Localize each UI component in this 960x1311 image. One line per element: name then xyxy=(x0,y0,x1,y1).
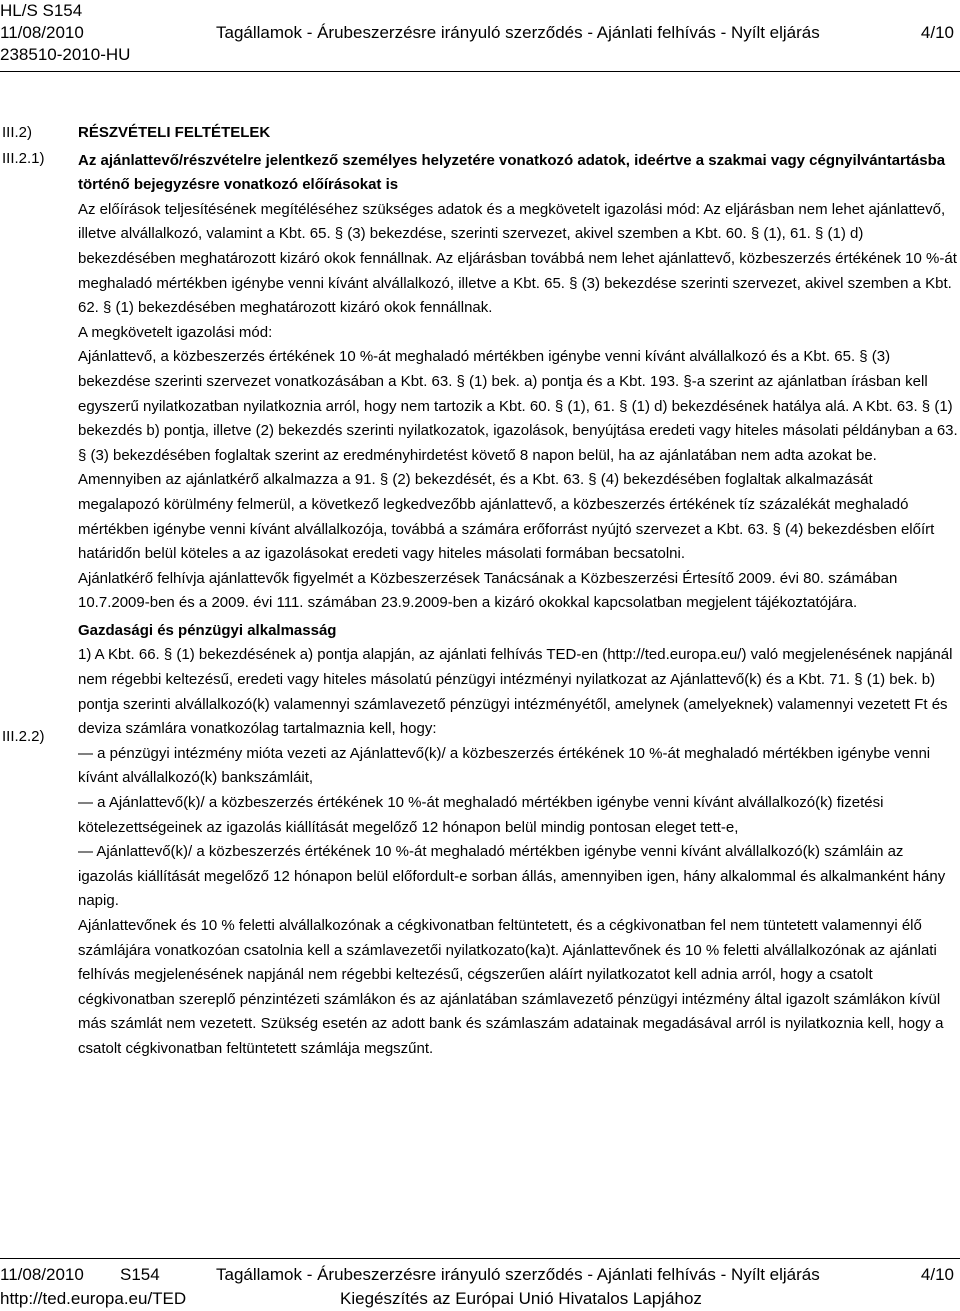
main-content xyxy=(78,121,958,1062)
list-item: — Ajánlattevő(k)/ a közbeszerzés értékének 10 %-át meghaladó mértékben igénybe venni kívánt alvállalkozó(k) számláin az igazolás kiállítását megelőző 12 hónapon belül előfordult-e sorban állás, amennyiben igen, hány alkalommal és alkalmanként hány napig. xyxy=(78,843,946,910)
footer-series: S154 xyxy=(120,1265,160,1284)
doc-id: 238510-2010-HU xyxy=(0,45,131,64)
header-date: 11/08/2010 xyxy=(0,23,84,42)
subsection-title: Gazdasági és pénzügyi alkalmasság xyxy=(78,621,337,639)
footer-url: http://ted.europa.eu/TED xyxy=(0,1289,187,1308)
footer-divider xyxy=(0,1258,960,1259)
paragraph: 1) A Kbt. 66. § (1) bekezdésének a) pontja alapján, az ajánlati felhívás TED-en (http://ted.europa.eu/) való megjelenésének napjánál nem régebbi keltezésű, eredeti vagy hiteles másolatú pénzügyi intézményi nyilatkozat az Ajánlattevő(k) és a Kbt. 71. § (1) bek. b) pontja szerinti alvállalkozó(k) valamennyi számlavezető pénzügyi intézményétől, amelynek (amelyeknek) valamennyi vezetett Ft és deviza számlára vonatkozólag tartalmaznia kell, hogy: xyxy=(78,646,953,738)
paragraph: Ajánlattevő, a közbeszerzés értékének 10 %-át meghaladó mértékben igénybe venni kívánt alvállalkozó és a Kbt. 65. § (3) bekezdése szerinti szervezet vonatkozásában a Kbt. 63. § (1) bek. a) pontja és a Kbt. 193. §-a szerint az ajánlatban írásban kell egyszerű nyilatkozatban nyilatkoznia arról, hogy nem tartozik a Kbt. 60. § (1), 61. § (1) d) bekezdésének hatálya alá. A Kbt. 63. § (1) bekezdés b) pontja, illetve (2) bekezdés szerinti nyilatkozatok, igazolások, benyújtása eredeti vagy hiteles másolati példányban a 63. § (3) bekezdésében foglaltak szerint az eredményhirdetést követő 8 napon belül, ha az ajánlatában nem adta azokat be. xyxy=(78,348,958,464)
paragraph: Ajánlatkérő felhívja ajánlattevők figyelmét a Közbeszerzések Tanácsának a Közbeszerzési Értesítő 2009. évi 80. számában 10.7.2009-ben és a 2009. évi 111. számában 23.9.2009-ben a kizáró okokkal kapcsolatban megjelent tájékoztatójára. xyxy=(78,569,898,612)
paragraph: Ajánlattevőnek és 10 % feletti alvállalkozónak a cégkivonatban feltüntetett, és a cégkivonatban fel nem tüntetett valamennyi élő számlájára vonatkozóan csatolnia kell a számlavezetői nyilatkozato(ka)t. Ajánlattevőnek és 10 % feletti alvállalkozónak az ajánlati felhívás megjelenésének napjánál nem régebbi keltezésű, cégszerűen aláírt nyilatkozatot kell adnia arról, hogy a csatolt cégkivonatban szereplő pénzintézeti számlákon és az ajánlatában számlavezető pénzügyi intézmény által igazolt számlákon kívül más számlát nem vezetett. Szükség esetén az adott bank és számlaszám adatainak megadásával arról is nyilatkoznia kell, hogy a csatolt cégkivonatban feltüntetett számlája megszűnt. xyxy=(78,917,944,1057)
footer-date: 11/08/2010 xyxy=(0,1265,84,1284)
list-item: — a pénzügyi intézmény mióta vezeti az Ajánlattevő(k)/ a közbeszerzés értékének 10 %-át meghaladó mértékben igénybe venni kívánt alvállalkozó(k) bankszámláit, xyxy=(78,744,931,787)
subsection-title: Az ajánlattevő/részvételre jelentkező személyes helyzetére vonatkozó adatok, ideértve a szakmai vagy cégnyilvántartásba történő bejegyzésre vonatkozó előírásokat is xyxy=(78,151,946,194)
paragraph: Az előírások teljesítésének megítéléséhez szükséges adatok és a megkövetelt igazolási mód: Az eljárásban nem lehet ajánlattevő, illetve alvállalkozó, valamint a Kbt. 65. § (3) bekezdése, szerinti szervezet, akivel szemben a Kbt. 60. § (1), 61. § (1) d) bekezdésében meghatározott kizáró okok fennállnak. Az eljárásban továbbá nem lehet ajánlattevő, közbeszerzés értékének 10 %-át meghaladó mértékben igénybe venni kívánt alvállalkozó, illetve a Kbt. 65. § (3) bekezdése szerinti szervezet, akivel szemben a Kbt. 62. § (1) bekezdésében meghatározott kizáró okok fennállnak. xyxy=(78,200,957,317)
footer-title: Tagállamok - Árubeszerzésre irányuló szerződés - Ajánlati felhívás - Nyílt eljárás xyxy=(216,1265,820,1284)
section-heading: RÉSZVÉTELI FELTÉTELEK xyxy=(78,124,271,141)
header-title: Tagállamok - Árubeszerzésre irányuló szerződés - Ajánlati felhívás - Nyílt eljárás xyxy=(216,23,820,42)
header-divider xyxy=(0,71,960,72)
header-page-number: 4/10 xyxy=(920,23,954,42)
footer-publisher: Kiegészítés az Európai Unió Hivatalos Lapjához xyxy=(340,1289,702,1308)
page-header xyxy=(0,0,960,66)
section-number: III.2) xyxy=(2,124,33,141)
paragraph: A megkövetelt igazolási mód: xyxy=(78,323,273,341)
paragraph: Amennyiben az ajánlatkérő alkalmazza a 91. § (2) bekezdését, és a Kbt. 63. § (4) bekezdésében foglaltak alkalmazását megalapozó körülmény felmerül, a következő legkedvezőbb ajánlattevő, a közbeszerzés értékének tíz százalékát meghaladó mértékben igénybe venni kívánt alvállalkozója, továbbá a számára erőforrást nyújtó szervezet a Kbt. 63. § (4) bekezdésben előírt határidőn belül köteles a az igazolásokat eredeti vagy hiteles másolati formában becsatolni. xyxy=(78,471,935,563)
section-number: III.2.2) xyxy=(2,728,45,745)
section-number: III.2.1) xyxy=(2,150,45,167)
list-item: — a Ajánlattevő(k)/ a közbeszerzés értékének 10 %-át meghaladó mértékben igénybe venni kívánt alvállalkozó(k) fizetési kötelezettségeinek az igazolás kiállítását megelőző 12 hónapon belül mindig pontosan eleget tett-e, xyxy=(78,794,884,836)
footer-page-number: 4/10 xyxy=(920,1265,954,1284)
page-footer xyxy=(0,1263,960,1311)
doc-code: HL/S S154 xyxy=(0,1,83,20)
